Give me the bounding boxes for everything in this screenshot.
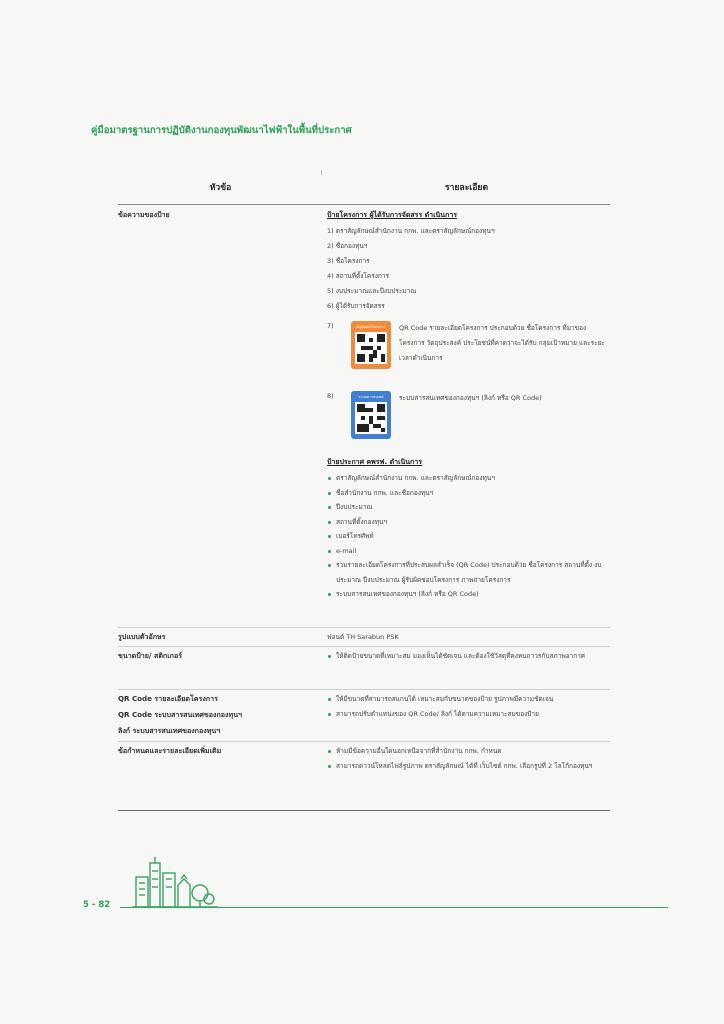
row-divider (118, 627, 610, 628)
row-topic-sign-size: ขนาดป้าย/ สติกเกอร์ (118, 651, 183, 660)
list-item: ระบบสารสนเทศของกองทุนฯ (ลิงก์ หรือ QR Code) (327, 587, 610, 602)
list-item: ให้ติดป้ายขนาดที่เหมาะสม มองเห็นได้ชัดเจน และต้องใช้วัสดุที่คงทนถาวรกับสภาพอากาศ (327, 649, 610, 664)
topic-line: QR Code รายละเอียดโครงการ (118, 694, 218, 703)
list-item: 1) ตราสัญลักษณ์สำนักงาน กกพ. และตราสัญลักษณ์กองทุนฯ (327, 227, 495, 235)
row-divider (118, 689, 610, 690)
announcement-sign-heading: ป้ายประกาศ คพรฟ. ดำเนินการ (327, 458, 422, 466)
qr-project-block (327, 317, 610, 379)
list-item: ห้ามมีข้อความอื่นใดนอกเหนือจากที่สำนักงาน กกพ. กำหนด (327, 744, 610, 759)
qr-item-number: 7) (327, 322, 334, 330)
topic-line: QR Code ระบบสารสนเทศของกองทุนฯ (118, 710, 243, 719)
row-detail-font: ฟอนต์ TH Sarabun PSK (327, 633, 399, 641)
row-topic-font: รูปแบบตัวอักษร (118, 632, 166, 641)
row-topic-sign-text: ข้อความของป้าย (118, 210, 170, 219)
standards-table (118, 170, 610, 770)
list-item: 3) ชื่อโครงการ (327, 257, 370, 265)
topic-line: ลิงก์ ระบบสารสนเทศของกองทุนฯ (118, 726, 221, 735)
qr-code-project-icon (351, 321, 391, 369)
list-item: สถานที่ตั้งกองทุนฯ (327, 515, 610, 530)
list-item: รวมรายละเอียดโครงการที่ประสบผลสำเร็จ (QR Code) ประกอบด้วย ชื่อโครงการ สถานที่ตั้ง งบประมาณ ปีงบประมาณ ผู้รับผิดชอบโครงการ ภาพถ่ายโครงการ (327, 558, 610, 587)
row-detail-sign-size (327, 649, 610, 664)
list-item: 6) ผู้ได้รับการจัดสรร (327, 302, 385, 310)
row-topic-additional-requirements: ข้อกำหนดและรายละเอียดเพิ่มเติม (118, 746, 222, 755)
qr-card-header: ระบบสารสนเทศ (358, 395, 384, 399)
qr-project-description: QR Code รายละเอียดโครงการ ประกอบด้วย ชื่อโครงการ ที่มาของโครงการ วัตถุประสงค์ ประโยชน์ที่คาดว่าจะได้รับ กลุ่มเป้าหมาย และระยะเวลาดำเนินการ (399, 324, 605, 362)
table-header (118, 170, 610, 205)
footer-divider (120, 907, 668, 908)
list-item: 5) งบประมาณและปีงบประมาณ (327, 287, 417, 295)
row-divider (118, 646, 610, 647)
list-item: ให้มีขนาดที่สามารถสแกนได้ เหมาะสมกับขนาดของป้าย รูปภาพมีความชัดเจน (327, 692, 610, 707)
list-item: ตราสัญลักษณ์สำนักงาน กกพ. และตราสัญลักษณ์กองทุนฯ (327, 471, 610, 486)
row-topic-qr-code (118, 692, 242, 740)
list-item: สามารถปรับตำแหน่งของ QR Code/ ลิงก์ ได้ตามความเหมาะสมของป้าย (327, 707, 610, 722)
row-divider (118, 741, 610, 742)
list-item: ชื่อสำนักงาน กกพ. และชื่อกองทุนฯ (327, 486, 610, 501)
list-item: สามารถดาวน์โหลดไฟล์รูปภาพ ตราสัญลักษณ์ ได้ที่ เว็บไซต์ กกพ. เลือกรูปที่ 2 โลโก้กองทุนฯ (327, 759, 610, 774)
project-sign-heading: ป้ายโครงการ ผู้ได้รับการจัดสรร ดำเนินการ (327, 211, 458, 219)
column-header-detail: รายละเอียด (444, 183, 489, 193)
row-detail-qr-code (327, 692, 610, 721)
row-detail-sign-text (327, 208, 610, 602)
qr-card-header: สัญลักษณ์โครงการ (356, 325, 386, 329)
list-item: e-mail (327, 544, 610, 559)
city-buildings-tree-icon (132, 857, 218, 909)
table-bottom-border (118, 810, 610, 811)
row-detail-additional-requirements (327, 744, 610, 773)
qr-info-system-block (327, 387, 610, 449)
qr-info-system-description: ระบบสารสนเทศของกองทุนฯ (ลิงก์ หรือ QR Code) (399, 394, 542, 402)
qr-item-number: 8) (327, 392, 334, 400)
list-item: 4) สถานที่ตั้งโครงการ (327, 272, 389, 280)
list-item: ปีงบประมาณ (327, 500, 610, 515)
page-number: 5 - 82 (83, 900, 111, 910)
list-item: 2) ชื่อกองทุนฯ (327, 242, 368, 250)
column-header-topic: หัวข้อ (209, 183, 232, 193)
qr-code-info-system-icon (351, 391, 391, 439)
list-item: เบอร์โทรศัพท์ (327, 529, 610, 544)
page-title: คู่มือมาตรฐานการปฏิบัติงานกองทุนพัฒนาไฟฟ้าในพื้นที่ประกาศ (91, 125, 352, 136)
